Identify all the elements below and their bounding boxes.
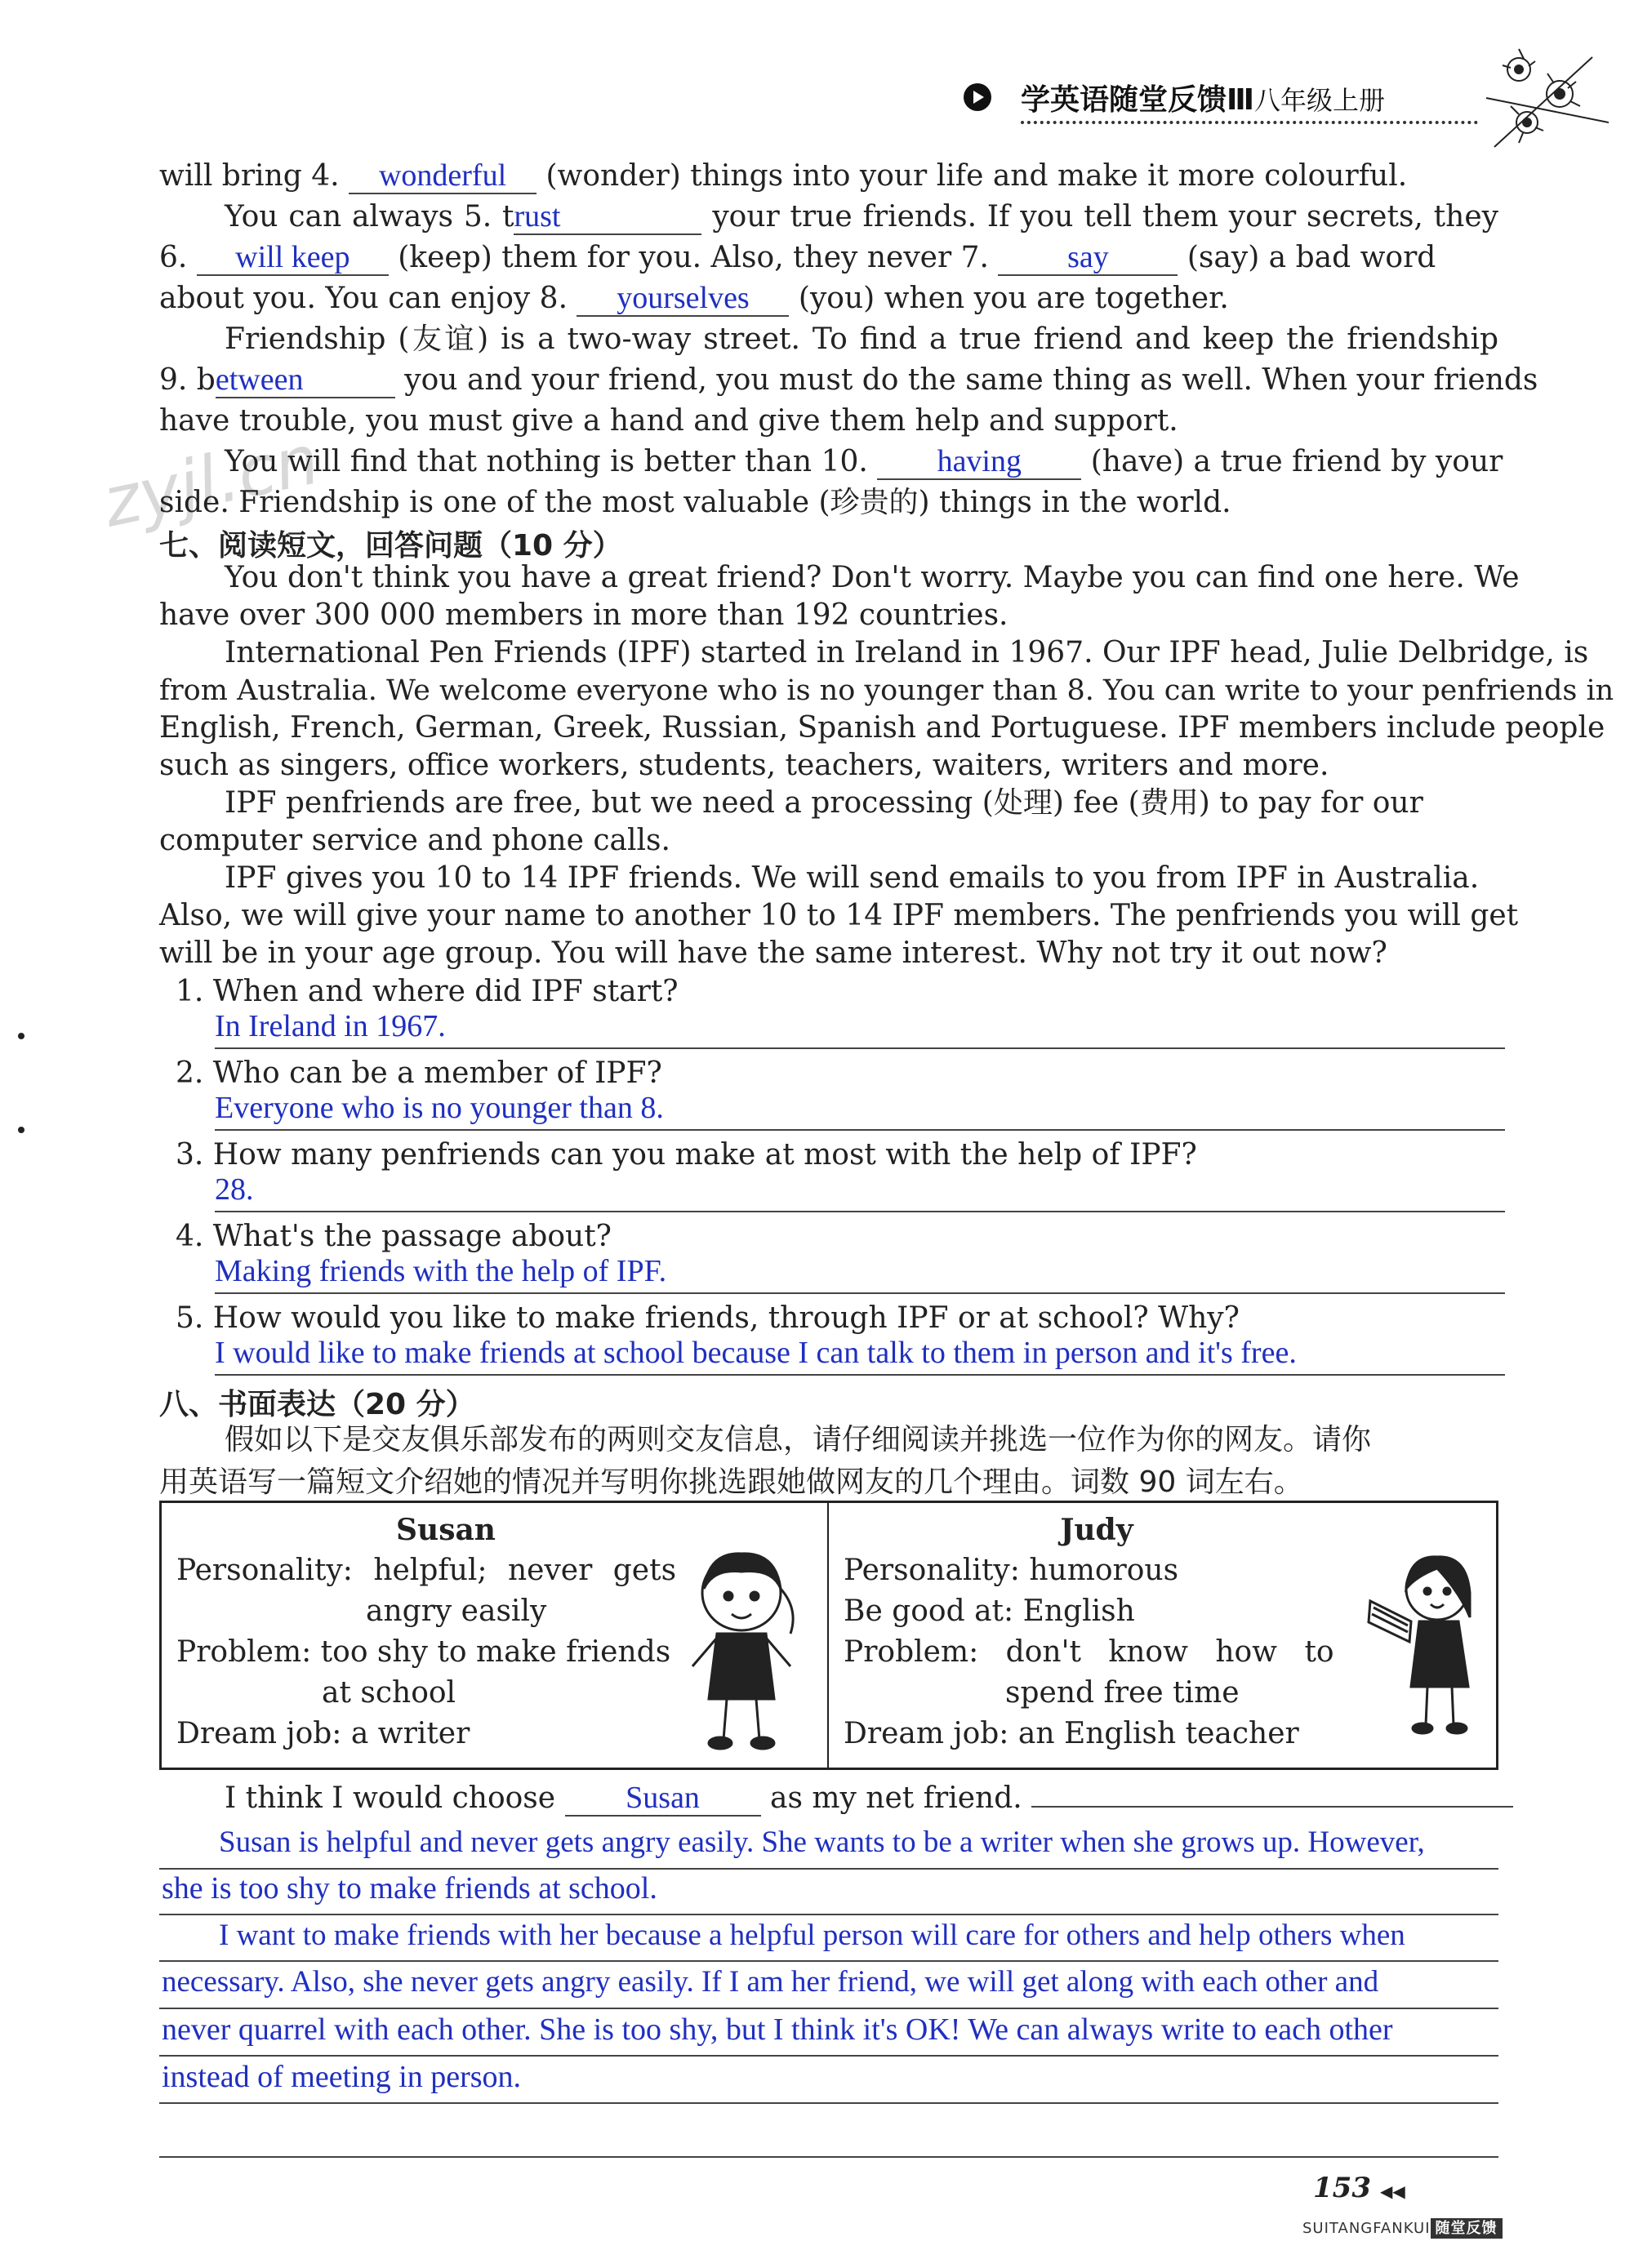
page-number: 153: [1313, 2172, 1371, 2204]
passage-line-4: about you. You can enjoy 8. yourselves (you) when you are together.: [159, 281, 1229, 315]
passage-line-6: 9. between you and your friend, you must do the same thing as well. When your friends: [159, 362, 1538, 397]
page-arrow-icon: ◀◀: [1380, 2181, 1405, 2201]
reading-line-7: IPF penfriends are free, but we need a processing (处理) fee (费用) to pay for our: [225, 786, 1423, 820]
essay-line-4: necessary. Also, she never gets angry easily. If I am her friend, we will get along with each other and: [162, 1965, 1379, 1999]
susan-personality: Personality: helpful; never gets: [176, 1554, 677, 1587]
judy-dream-job: Dream job: an English teacher: [844, 1717, 1299, 1750]
section-7-title: 七、阅读短文，回答问题（10 分）: [159, 529, 622, 563]
question-1: 1. When and where did IPF start?: [176, 975, 679, 1008]
reading-line-9: IPF gives you 10 to 14 IPF friends. We will send emails to you from IPF in Australia.: [225, 861, 1480, 895]
answer-3: 28.: [215, 1172, 1505, 1212]
susan-personality-cont: angry easily: [366, 1594, 547, 1628]
essay-line-6: instead of meeting in person.: [162, 2060, 522, 2094]
section-8-title: 八、书面表达（20 分）: [159, 1388, 475, 1421]
answer-blank-6: will keep: [197, 240, 389, 276]
reading-line-6: such as singers, office workers, students, teachers, waiters, writers and more.: [159, 749, 1329, 782]
judy-name: Judy: [1060, 1513, 1133, 1547]
answer-1: In Ireland in 1967.: [215, 1008, 1505, 1049]
question-5: 5. How would you like to make friends, through IPF or at school? Why?: [176, 1301, 1240, 1335]
writing-blank-trailing: [1031, 1806, 1513, 1808]
answer-4: Making friends with the help of IPF.: [215, 1253, 1505, 1294]
reading-line-11: will be in your age group. You will have the same interest. Why not try it out now?: [159, 936, 1387, 970]
margin-dot: [18, 1127, 24, 1133]
essay-line-3: I want to make friends with her because a helpful person will care for others and help others when: [219, 1919, 1405, 1952]
judy-personality: Personality: humorous: [844, 1554, 1179, 1587]
instruction-line-1: 假如以下是交友俱乐部发布的两则交友信息，请仔细阅读并挑选一位作为你的网友。请你: [225, 1423, 1372, 1456]
reading-line-1: You don't think you have a great friend? Don't worry. Maybe you can find one here. We: [225, 561, 1520, 594]
header-dotted-rule: [1021, 121, 1478, 124]
question-4: 4. What's the passage about?: [176, 1220, 612, 1253]
passage-line-7: have trouble, you must give a hand and give them help and support.: [159, 404, 1178, 438]
question-3: 3. How many penfriends can you make at most with the help of IPF?: [176, 1138, 1197, 1172]
reading-line-3: International Pen Friends (IPF) started in Ireland in 1967. Our IPF head, Julie Delbridge, is: [225, 636, 1589, 669]
susan-problem-cont: at school: [322, 1676, 456, 1710]
book-title: 学英语随堂反馈Ⅲ八年级上册: [1021, 83, 1386, 117]
judy-card: [844, 1510, 1334, 1754]
susan-dream-job: Dream job: a writer: [176, 1717, 470, 1750]
reading-line-8: computer service and phone calls.: [159, 824, 670, 857]
judy-problem: Problem: don't know how to: [844, 1635, 1334, 1669]
reading-line-4: from Australia. We welcome everyone who is no younger than 8. You can write to your penfriends in: [159, 674, 1614, 707]
passage-line-8: You will find that nothing is better than 10. having (have) a true friend by your: [225, 444, 1503, 478]
page-header: [964, 73, 1470, 122]
watermark: zyjl.cn: [96, 419, 326, 543]
judy-girl-illustration: [1362, 1544, 1493, 1740]
susan-name: Susan: [396, 1513, 496, 1547]
susan-card: [176, 1510, 676, 1754]
answer-2: Everyone who is no younger than 8.: [215, 1090, 1505, 1131]
table-divider: [827, 1503, 829, 1768]
flower-decoration-icon: [1462, 24, 1609, 171]
play-icon: [964, 83, 991, 111]
reading-line-2: have over 300 000 members in more than 192 countries.: [159, 598, 1008, 632]
choice-blank: Susan: [565, 1781, 761, 1817]
answer-blank-5: rust: [514, 199, 701, 235]
question-2: 2. Who can be a member of IPF?: [176, 1056, 662, 1090]
answer-blank-8: yourselves: [577, 281, 789, 317]
judy-good-at: Be good at: English: [844, 1594, 1135, 1628]
reading-line-5: English, French, German, Greek, Russian, Spanish and Portuguese. IPF members include people: [159, 711, 1605, 745]
answer-blank-10: having: [877, 444, 1081, 480]
instruction-line-2: 用英语写一篇短文介绍她的情况并写明你挑选跟她做网友的几个理由。词数 90 词左右。: [159, 1465, 1303, 1499]
susan-problem: Problem: too shy to make friends: [176, 1635, 671, 1669]
susan-girl-illustration: [676, 1544, 807, 1756]
reading-line-10: Also, we will give your name to another 10 to 14 IPF members. The penfriends you will get: [159, 899, 1519, 932]
page-footer: SUITANGFANKUI 随堂反馈: [1302, 2217, 1503, 2238]
margin-dot: [18, 1033, 24, 1039]
friend-info-table: [159, 1501, 1498, 1770]
passage-line-2: You can always 5. trust your true friends. If you tell them your secrets, they: [225, 199, 1498, 233]
answer-blank-4: wonderful: [349, 158, 537, 194]
essay-line-1: Susan is helpful and never gets angry easily. She wants to be a writer when she grows up. However,: [219, 1826, 1425, 1859]
passage-line-3: 6. will keep (keep) them for you. Also, they never 7. say (say) a bad word: [159, 240, 1436, 274]
passage-line-5: Friendship (友谊) is a two-way street. To find a true friend and keep the friendship: [225, 322, 1498, 356]
judy-problem-cont: spend free time: [1005, 1676, 1240, 1710]
passage-line-9: side. Friendship is one of the most valuable (珍贵的) things in the world.: [159, 486, 1231, 519]
answer-blank-7: say: [998, 240, 1178, 276]
essay-line-2: she is too shy to make friends at school.: [162, 1871, 657, 1906]
answer-blank-9: etween: [216, 362, 395, 398]
writing-prompt-line: I think I would choose Susan as my net friend.: [159, 1778, 1498, 1819]
passage-line-1: will bring 4. wonderful (wonder) things into your life and make it more colourful.: [159, 158, 1408, 193]
answer-5: I would like to make friends at school because I can talk to them in person and it's free.: [215, 1335, 1505, 1376]
writing-rule: [159, 2102, 1498, 2104]
writing-rule: [159, 2156, 1498, 2158]
essay-line-5: never quarrel with each other. She is too shy, but I think it's OK! We can always write to each other: [162, 2012, 1393, 2047]
